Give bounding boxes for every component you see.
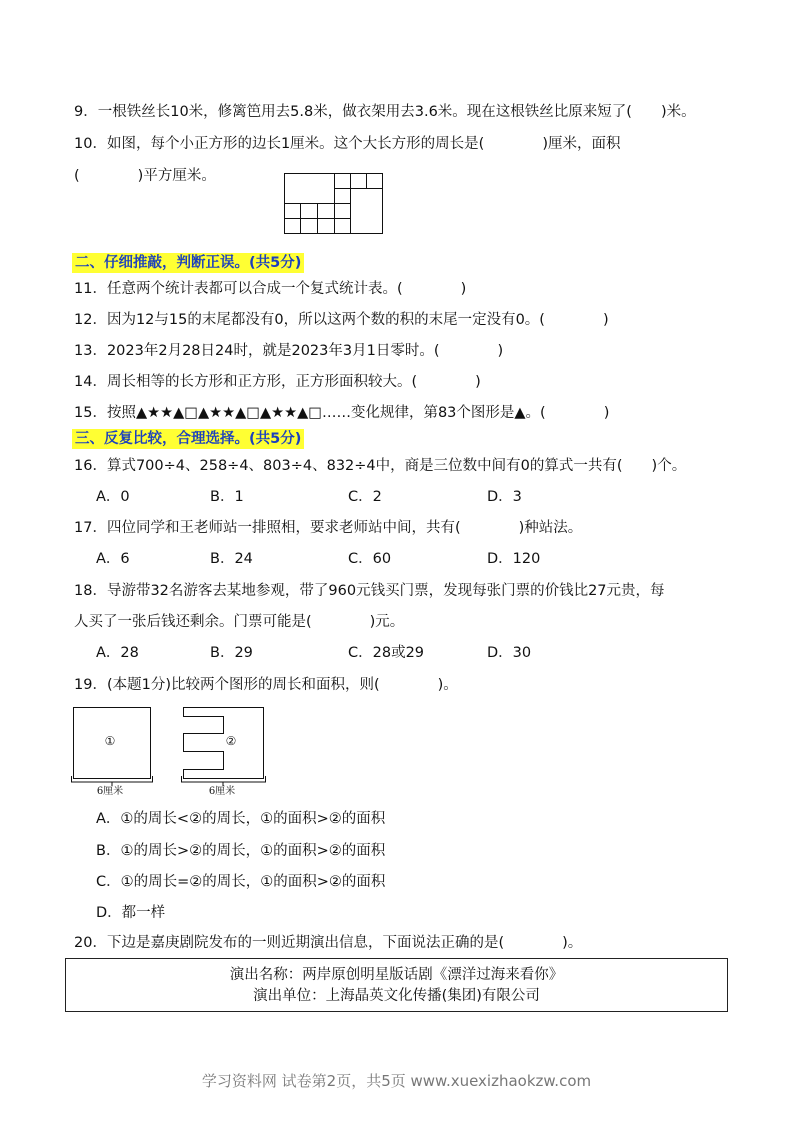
q18-option-a: A．28: [96, 645, 139, 661]
q17-option-d: D．120: [487, 551, 541, 567]
notice-performance-name: 演出名称：两岸原创明星版话剧《漂洋过海来看你》: [229, 967, 564, 983]
question-20: 20．下边是嘉庚剧院发布的一则近期演出信息，下面说法正确的是( )。: [74, 935, 583, 951]
q16-option-b: B．1: [210, 489, 244, 505]
shape-1-label: ①: [104, 734, 116, 748]
q18-option-c: C．28或29: [348, 645, 425, 661]
q18-option-b: B．29: [210, 645, 253, 661]
q17-option-c: C．60: [348, 551, 392, 567]
question-10-line2: ( )平方厘米。: [74, 168, 216, 184]
question-15: 15．按照▲★★▲□▲★★▲□▲★★▲□……变化规律，第83个图形是▲。( ): [74, 405, 610, 421]
question-11: 11．任意两个统计表都可以合成一个复式统计表。( ): [74, 281, 467, 297]
question-12: 12．因为12与15的末尾都没有0，所以这两个数的积的末尾一定没有0。( ): [74, 312, 609, 328]
shape-1-dimension: 6厘米: [96, 786, 124, 796]
q19-shapes-figure: [70, 704, 270, 796]
question-19: 19．(本题1分)比较两个图形的周长和面积，则( )。: [74, 677, 458, 693]
performance-notice-box: [65, 958, 728, 1012]
q17-option-a: A．6: [96, 551, 130, 567]
page-footer: 学习资料网 试卷第2页，共5页 www.xuexizhaokzw.com: [201, 1072, 592, 1090]
q19-option-c: C．①的周长=②的周长，①的面积>②的面积: [96, 874, 386, 890]
q16-option-d: D．3: [487, 489, 522, 505]
question-18-line1: 18．导游带32名游客去某地参观，带了960元钱买门票，发现每张门票的价钱比27元贵，每: [74, 583, 665, 599]
question-9: 9．一根铁丝长10米，修篱笆用去5.8米，做衣架用去3.6米。现在这根铁丝比原来短了( )米。: [74, 104, 696, 120]
q16-option-c: C．2: [348, 489, 382, 505]
section-3-heading: 三、反复比较，合理选择。(共5分): [72, 429, 304, 449]
q17-option-b: B．24: [210, 551, 253, 567]
grid-rectangle-figure: [284, 173, 384, 235]
question-17: 17．四位同学和王老师站一排照相，要求老师站中间，共有( )种站法。: [74, 520, 583, 536]
question-16: 16．算式700÷4、258÷4、803÷4、832÷4中，商是三位数中间有0的算式一共有( )个。: [74, 458, 687, 474]
notice-performance-company: 演出单位：上海晶英文化传播(集团)有限公司: [253, 988, 540, 1004]
q19-option-a: A．①的周长<②的周长，①的面积>②的面积: [96, 811, 386, 827]
q19-option-b: B．①的周长>②的周长，①的面积>②的面积: [96, 843, 386, 859]
shape-2-dimension: 6厘米: [208, 786, 236, 796]
shape-2-notched: [184, 708, 264, 779]
q19-option-d: D．都一样: [96, 905, 166, 921]
shape-2-label: ②: [225, 734, 237, 748]
q18-option-d: D．30: [487, 645, 532, 661]
section-2-heading: 二、仔细推敲，判断正误。(共5分): [72, 253, 304, 273]
q16-option-a: A．0: [96, 489, 130, 505]
question-13: 13．2023年2月28日24时，就是2023年3月1日零时。( ): [74, 343, 504, 359]
question-18-line2: 人买了一张后钱还剩余。门票可能是( )元。: [74, 614, 405, 630]
question-14: 14．周长相等的长方形和正方形，正方形面积较大。( ): [74, 374, 481, 390]
question-10-line1: 10．如图，每个小正方形的边长1厘米。这个大长方形的周长是( )厘米，面积: [74, 136, 621, 152]
